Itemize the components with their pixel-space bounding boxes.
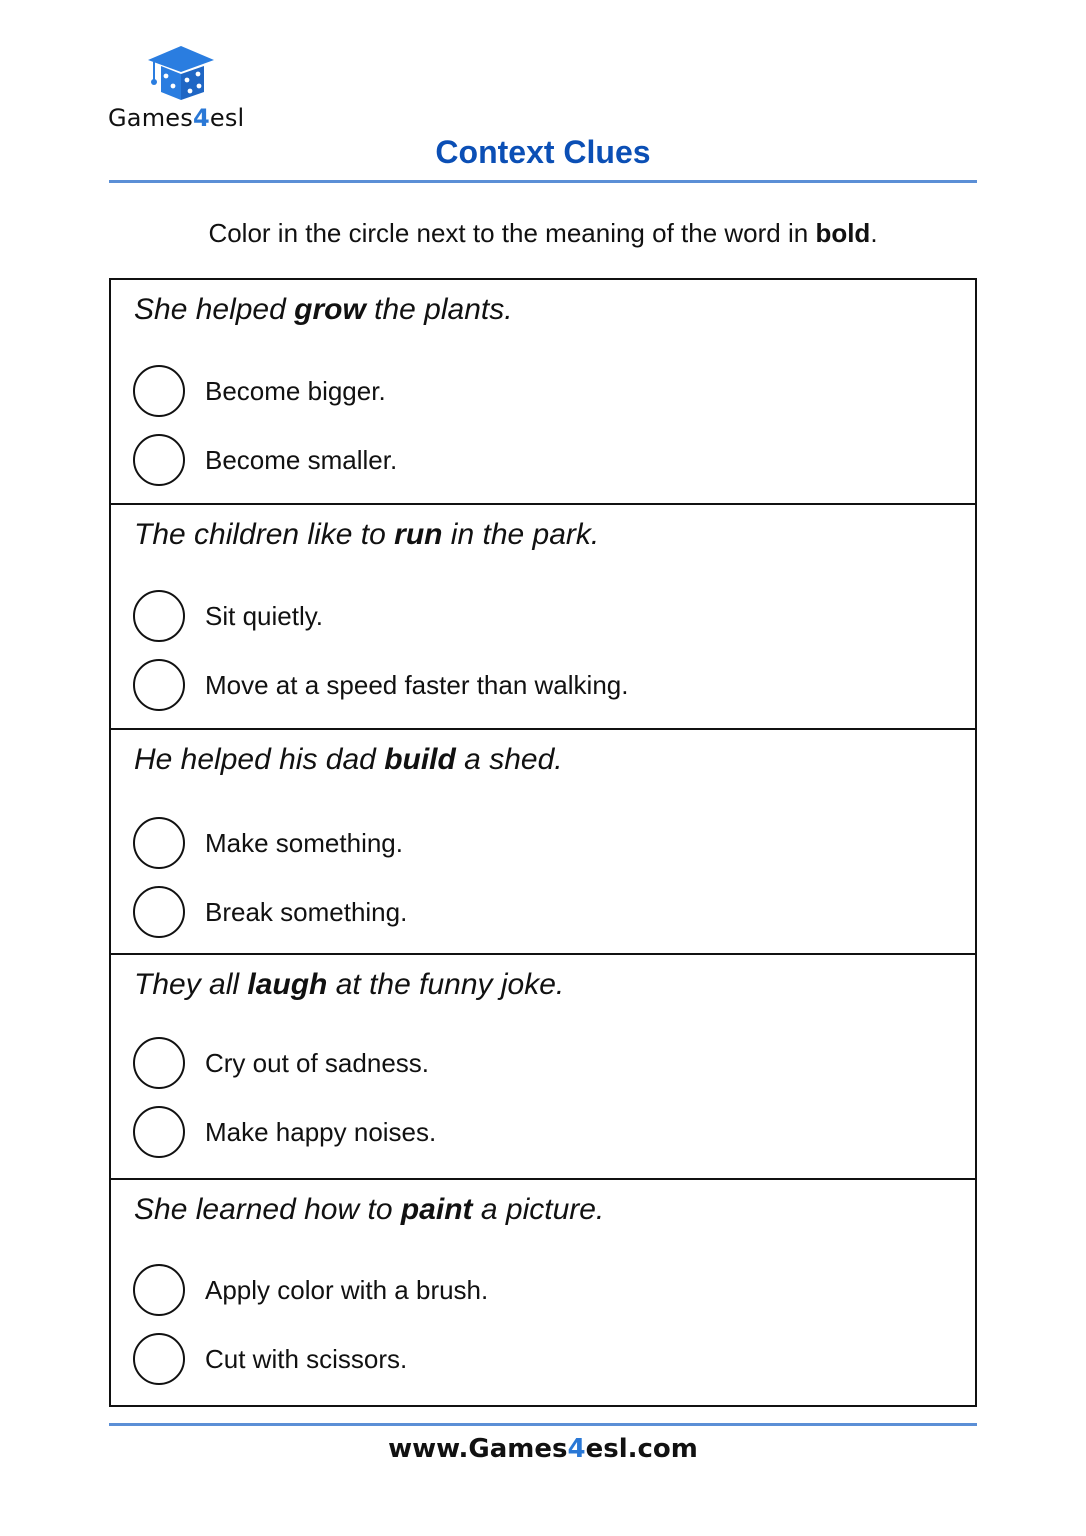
option-a[interactable]: Make something.	[133, 815, 403, 871]
option-b[interactable]: Become smaller.	[133, 432, 397, 488]
option-b[interactable]: Break something.	[133, 884, 407, 940]
question-sentence: She helped grow the plants.	[134, 293, 513, 326]
questions-box	[109, 278, 977, 1407]
instructions: Color in the circle next to the meaning of the word in bold.	[208, 218, 878, 248]
option-a[interactable]: Cry out of sadness.	[133, 1035, 429, 1091]
answer-circle[interactable]	[133, 659, 185, 711]
option-b[interactable]: Cut with scissors.	[133, 1331, 407, 1387]
question-5	[111, 1180, 975, 1405]
games4esl-logo	[108, 40, 258, 140]
question-2	[111, 505, 975, 730]
answer-circle[interactable]	[133, 365, 185, 417]
logo-wordmark: Games4esl	[108, 104, 245, 132]
graduation-cap-dice-icon	[146, 44, 216, 104]
page-title: Context Clues	[435, 134, 651, 170]
question-sentence: She learned how to paint a picture.	[134, 1193, 605, 1226]
option-a[interactable]: Apply color with a brush.	[133, 1262, 488, 1318]
answer-circle[interactable]	[133, 1037, 185, 1089]
answer-circle[interactable]	[133, 1106, 185, 1158]
option-b[interactable]: Make happy noises.	[133, 1104, 436, 1160]
option-a[interactable]: Become bigger.	[133, 363, 386, 419]
bottom-divider	[109, 1423, 977, 1426]
top-divider	[109, 180, 977, 183]
option-b[interactable]: Move at a speed faster than walking.	[133, 657, 628, 713]
question-1	[111, 280, 975, 505]
answer-circle[interactable]	[133, 886, 185, 938]
question-sentence: The children like to run in the park.	[134, 518, 600, 551]
option-a[interactable]: Sit quietly.	[133, 588, 323, 644]
question-sentence: He helped his dad build a shed.	[134, 743, 563, 776]
question-sentence: They all laugh at the funny joke.	[134, 968, 565, 1001]
answer-circle[interactable]	[133, 1264, 185, 1316]
answer-circle[interactable]	[133, 434, 185, 486]
footer-url[interactable]: www.Games4esl.com	[388, 1434, 698, 1464]
question-4	[111, 955, 975, 1180]
answer-circle[interactable]	[133, 590, 185, 642]
answer-circle[interactable]	[133, 1333, 185, 1385]
answer-circle[interactable]	[133, 817, 185, 869]
question-3	[111, 730, 975, 955]
